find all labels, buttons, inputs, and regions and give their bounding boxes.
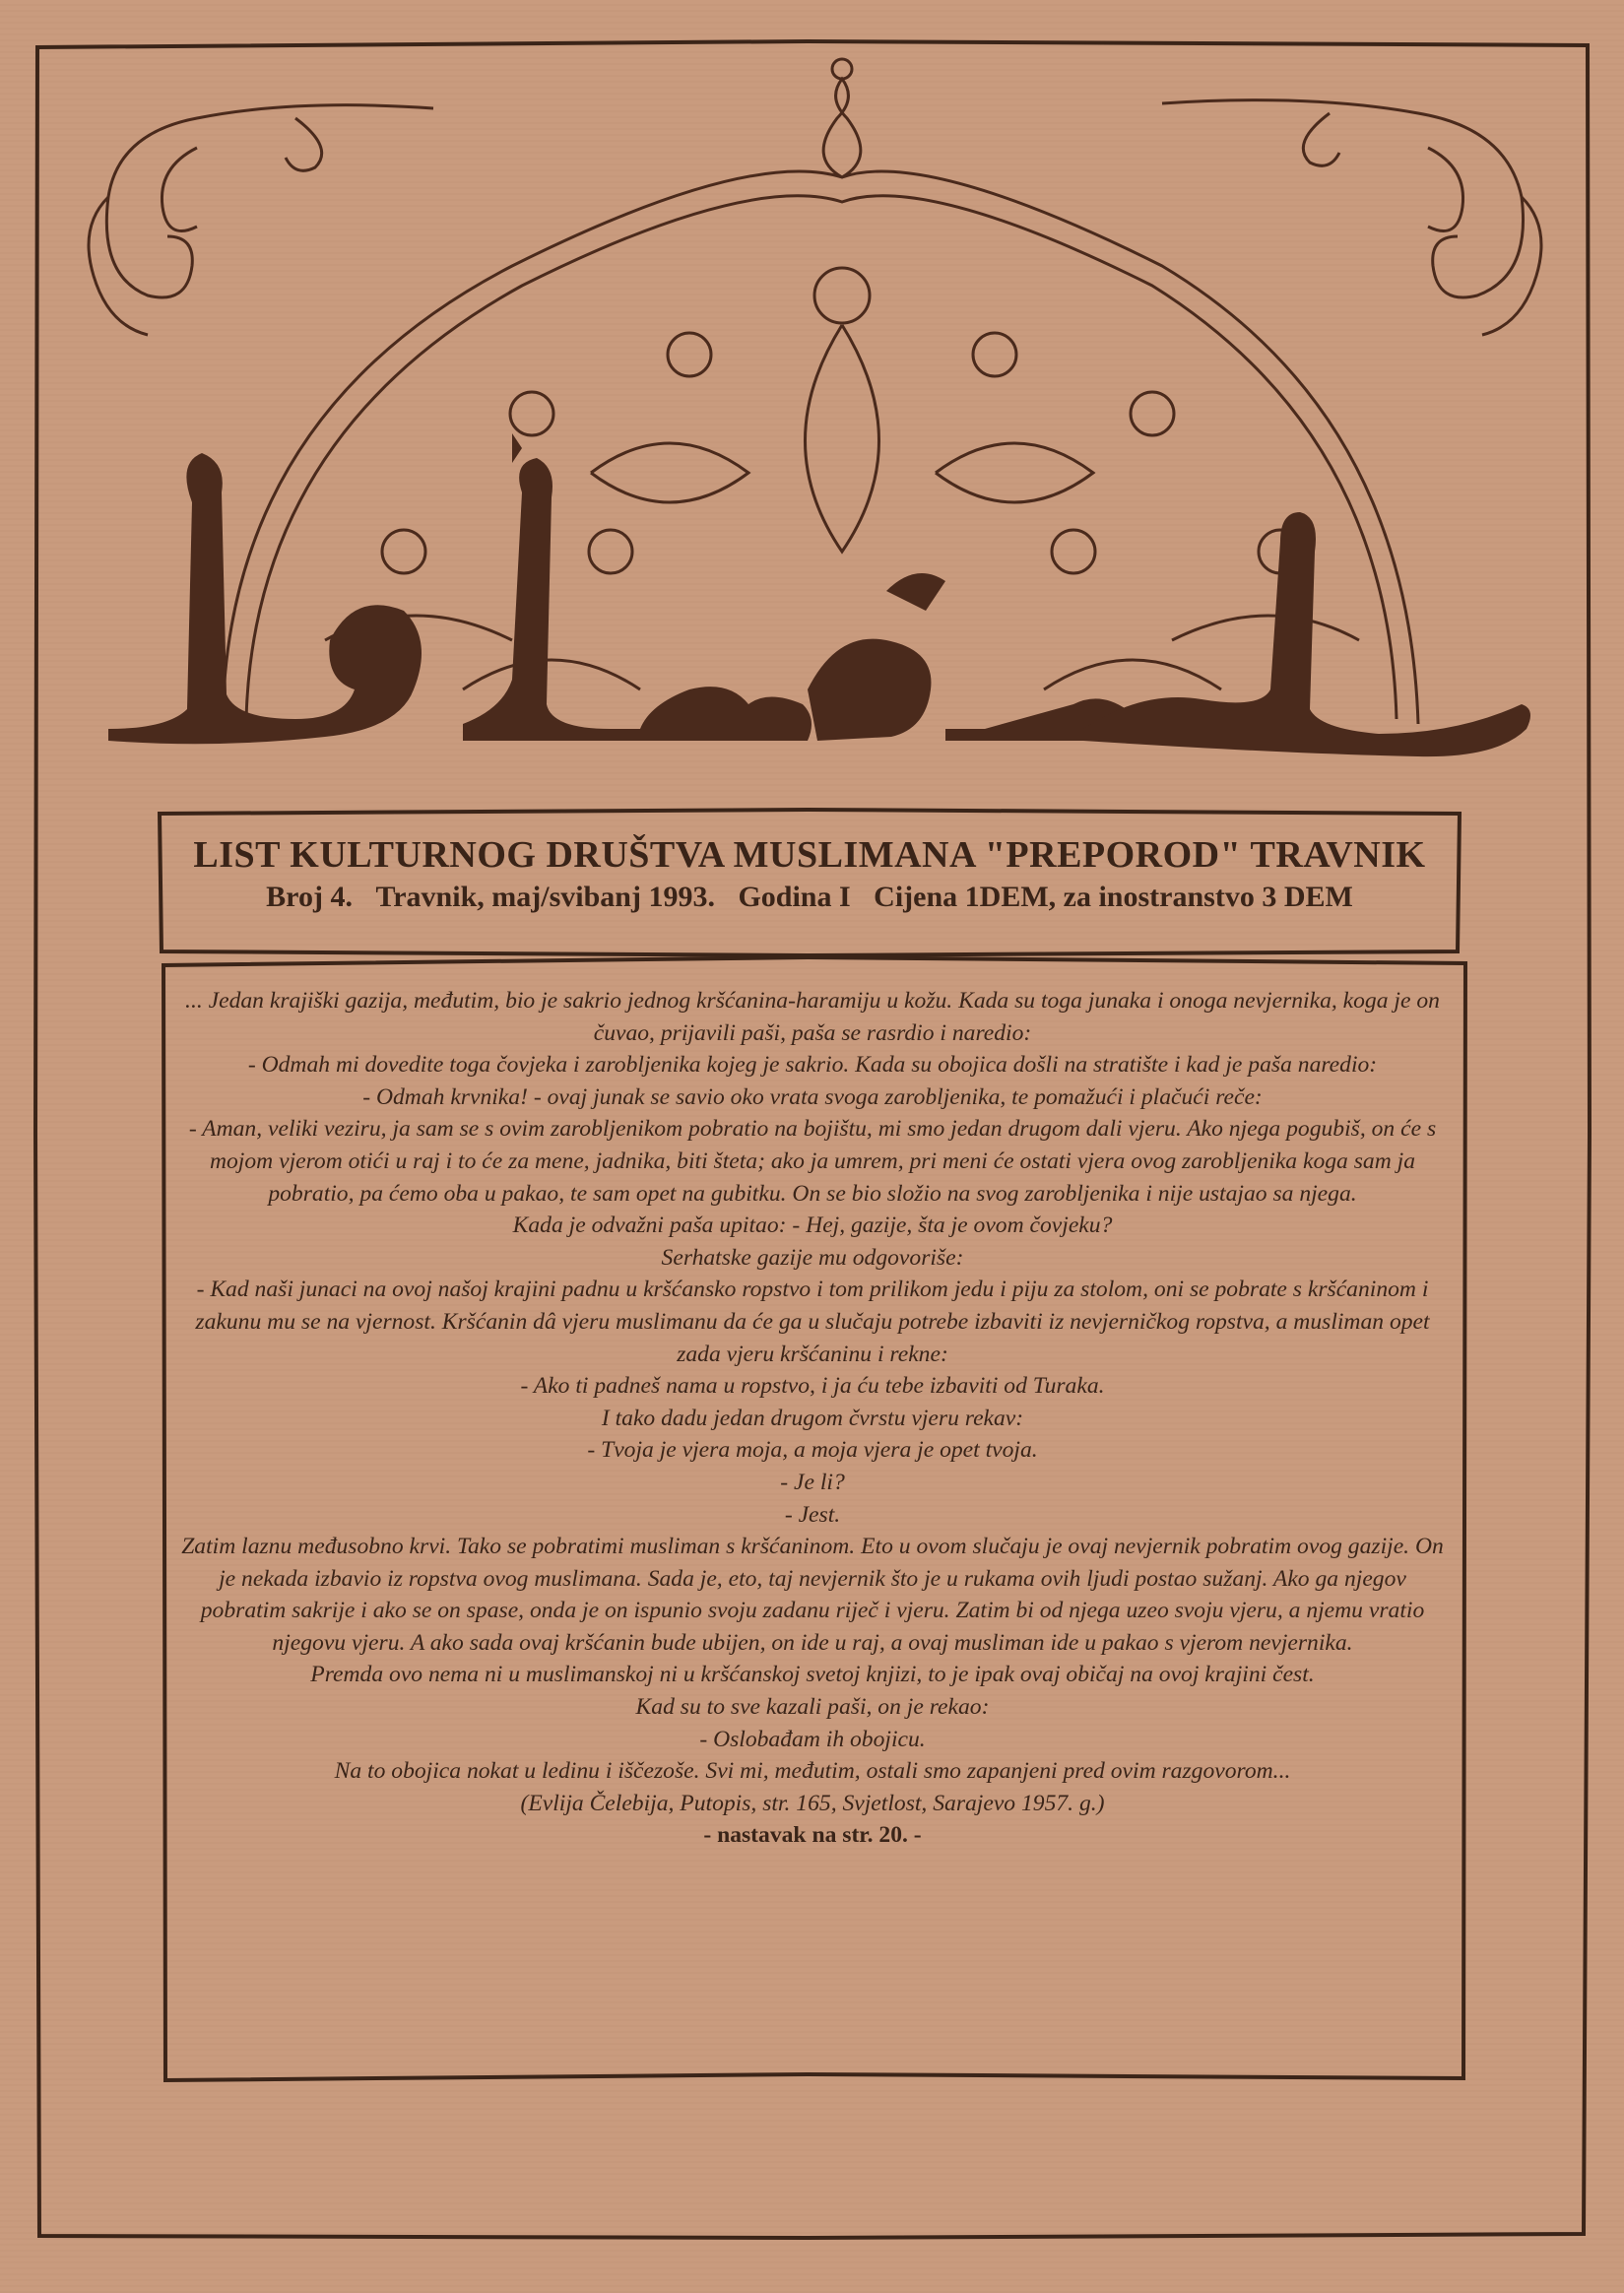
citation: (Evlija Čelebija, Putopis, str. 165, Svjetlost, Sarajevo 1957. g.) (520, 1790, 1105, 1816)
paragraph: Zatim laznu međusobno krvi. Tako se pobratimi musliman s kršćaninom. Eto u ovom slučaju je ovaj nevjernik pobratim ovog gazije. On je nekada izbavio iz ropstva ovog muslimana. Sada je, eto, taj nevjernik što je u rukama ovih ljudi postao sužanj. Ako ga njegov pobratim sakrije i ako se on spase, onda je on ispunio svoju zadanu riječ i vjeru. Zatim bi od njega uzeo svoju vjeru, a njemu vratio njegovu vjeru. A ako sada ovaj kršćanin bude ubijen, on ide u raj, a ovaj musliman ide u pakao s vjerom nevjernika. (181, 1534, 1444, 1656)
masthead-header (160, 814, 1460, 951)
paragraph: - Je li? (780, 1469, 845, 1495)
corner-scroll-left (89, 105, 433, 335)
paragraph: - Aman, veliki veziru, ja sam se s ovim zarobljenikom pobratio na bojištu, mi smo jedan drugom dali vjeru. Ako njega pogubiš, on će s mojom vjerom otići u raj i to će za mene, jadnika, biti šteta; ako ja umrem, pri meni će ostati vjera ovog zarobljenika koga sam ja pobratio, pa ćemo oba u pakao, te sam opet na gubitku. On se bio složio na svog zarobljenika i nije ustajao sa njega. (188, 1116, 1437, 1207)
paragraph: Kad su to sve kazali paši, on je rekao: (635, 1694, 990, 1721)
paragraph: - Tvoja je vjera moja, a moja vjera je opet tvoja. (587, 1437, 1038, 1464)
paragraph: Kada je odvažni paša upitao: - Hej, gazije, šta je ovom čovjeku? (512, 1212, 1113, 1239)
corner-scroll-right (1162, 100, 1541, 335)
publication-title: LIST KULTURNOG DRUŠTVA MUSLIMANA "PREPOROD" TRAVNIK (193, 834, 1426, 876)
volume-year: Godina I (738, 881, 851, 913)
paragraph: - Ako ti padneš nama u ropstvo, i ja ću tebe izbaviti od Turaka. (520, 1373, 1105, 1400)
paragraph: - Odmah mi dovedite toga čovjeka i zarobljenika kojeg je sakrio. Kada su obojica došli na stratište i kad je paša naredio: (247, 1052, 1378, 1079)
paragraph: Serhatske gazije mu odgovoriše: (661, 1244, 964, 1271)
paragraph: - Oslobađam ih obojicu. (699, 1726, 926, 1752)
paragraph: - Jest. (784, 1501, 841, 1528)
paragraph: Na to obojica nokat u ledinu i iščezoše. Svi mi, međutim, ostali smo zapanjeni pred ovim razgovorom... (334, 1758, 1291, 1785)
masthead-logo (108, 433, 1530, 756)
issue-number: Broj 4. (266, 881, 353, 913)
paragraph: ... Jedan krajiški gazija, međutim, bio je sakrio jednog kršćanina-haramiju u kožu. Kada su toga junaka i onoga nevjernika, koga je on čuvao, prijavili paši, paša se rasrdio i naredio: (185, 988, 1440, 1046)
continuation-note: - nastavak na str. 20. - (703, 1822, 922, 1849)
paragraph: Premda ovo nema ni u muslimanskoj ni u kršćanskoj svetoj knjizi, to je ipak ovaj običaj na ovoj krajini čest. (310, 1662, 1315, 1688)
price: Cijena 1DEM, za inostranstvo 3 DEM (874, 881, 1353, 913)
issue-line (160, 881, 1460, 914)
paragraph: I tako dadu jedan drugom čvrstu vjeru rekav: (601, 1405, 1024, 1431)
paragraph: - Kad naši junaci na ovoj našoj krajini padnu u kršćansko ropstvo i tom prilikom jedu i piju za stolom, oni se pobrate s kršćaninom i zakunu mu se na vjernost. Kršćanin dâ vjeru muslimanu da će ga u slučaju potrebe izbaviti iz nevjerničkog ropstva, a musliman opet zada vjeru kršćaninu i rekne: (195, 1277, 1430, 1367)
paragraph: - Odmah krvnika! - ovaj junak se savio oko vrata svoga zarobljenika, te pomažući i plačući reče: (362, 1083, 1263, 1110)
article-text (177, 985, 1448, 2049)
place-date: Travnik, maj/svibanj 1993. (375, 881, 715, 913)
